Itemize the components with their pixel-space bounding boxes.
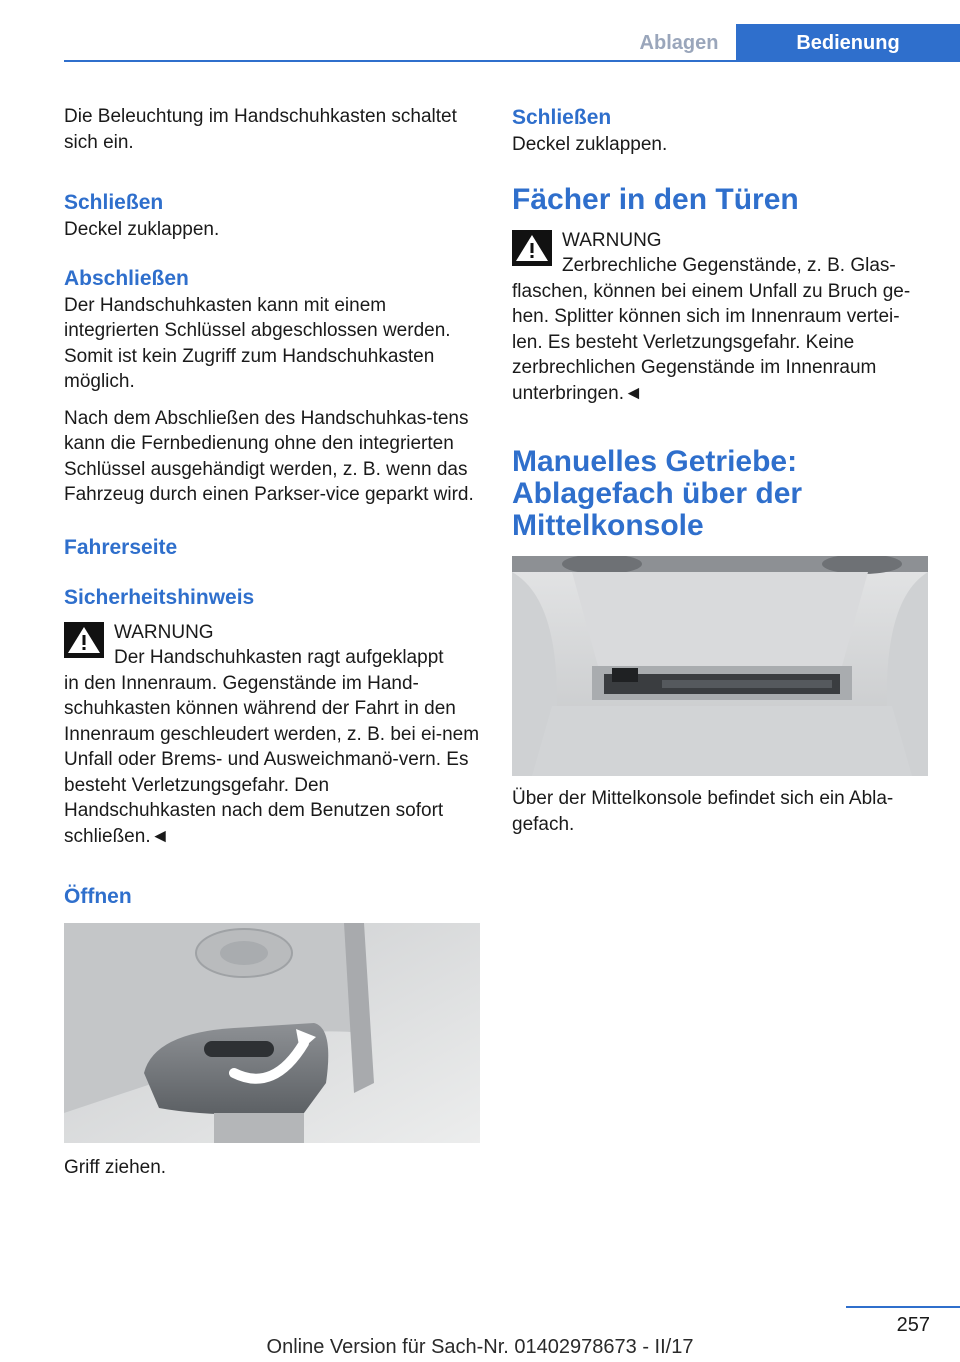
warning-triangle-icon (64, 622, 104, 658)
center-console-photo (512, 556, 928, 776)
heading-schliessen-right: Schließen (512, 106, 612, 129)
warning-text: in den Innenraum. Gegenstände im Hand-schuhkasten können während der Fahrt in den Innenraum geschleudert werden, z. B. bei ei-nem Unfall oder Brems- und Ausweichmanö-vern. Es besteht Verletzungsgefahr. Den Handschuhkasten nach dem Benutzen sofort schließen.◄ (64, 672, 480, 847)
page-number-rule (846, 1306, 960, 1308)
warning-first-line: Zerbrechliche Gegenstände, z. B. Glas- (562, 255, 896, 276)
heading-abschliessen: Abschließen (64, 266, 189, 290)
intro-paragraph: Die Beleuchtung im Handschuhkasten schaltet sich ein. (64, 106, 457, 153)
heading-fahrerseite: Fahrerseite (64, 535, 178, 559)
right-column (512, 104, 930, 837)
lock-paragraph-1: Der Handschuhkasten kann mit einem integrierten Schlüssel abgeschlossen werden. Somit ist kein Zugriff zum Handschuhkasten möglich. (64, 294, 451, 392)
warning-block-doors (512, 228, 930, 407)
warning-label: WARNUNG (114, 621, 214, 643)
heading-line-3: Mittelkonsole (512, 509, 704, 542)
warning-block-glovebox (64, 620, 484, 850)
page-number: 257 (896, 1314, 930, 1336)
warning-text: flaschen, können bei einem Unfall zu Bruch ge-hen. Splitter können sich im Innenraum vertei-len. Es besteht Verletzungsgefahr. Keine zerbrechlichen Gegenstände im Innenraum unterbringen.◄ (512, 280, 911, 404)
heading-line-2: Ablagefach über der (512, 477, 803, 510)
warning-label: WARNUNG (562, 229, 662, 251)
warning-triangle-icon (512, 230, 552, 266)
heading-sicherheitshinweis: Sicherheitshinweis (64, 585, 255, 609)
heading-faecher-tueren: Fächer in den Türen (512, 182, 799, 216)
console-caption: Über der Mittelkonsole befindet sich ein Abla-gefach. (512, 788, 894, 835)
left-column (64, 104, 484, 1181)
close-text-right: Deckel zuklappen. (512, 134, 668, 155)
online-version-footer: Online Version für Sach-Nr. 01402978673 - II/17 (266, 1336, 694, 1358)
heading-line-1: Manuelles Getriebe: (512, 445, 798, 478)
heading-schliessen: Schließen (64, 191, 164, 214)
heading-ablagefach (512, 446, 930, 542)
lock-paragraph-2: Nach dem Abschließen des Handschuhkas-tens kann die Fernbedienung ohne den integrierten Schlüssel ausgehändigt werden, z. B. wenn das Fahrzeug durch einen Parkser-vice geparkt wird. (64, 407, 474, 505)
warning-first-line: Der Handschuhkasten ragt aufgeklappt (114, 647, 444, 668)
glovebox-handle-photo (64, 923, 480, 1143)
heading-oeffnen: Öffnen (64, 885, 132, 908)
header-rule (64, 60, 960, 62)
open-caption: Griff ziehen. (64, 1157, 167, 1178)
tab-bedienung[interactable]: Bedienung (736, 24, 960, 62)
tab-ablagen[interactable]: Ablagen (622, 24, 736, 62)
close-text: Deckel zuklappen. (64, 219, 220, 240)
